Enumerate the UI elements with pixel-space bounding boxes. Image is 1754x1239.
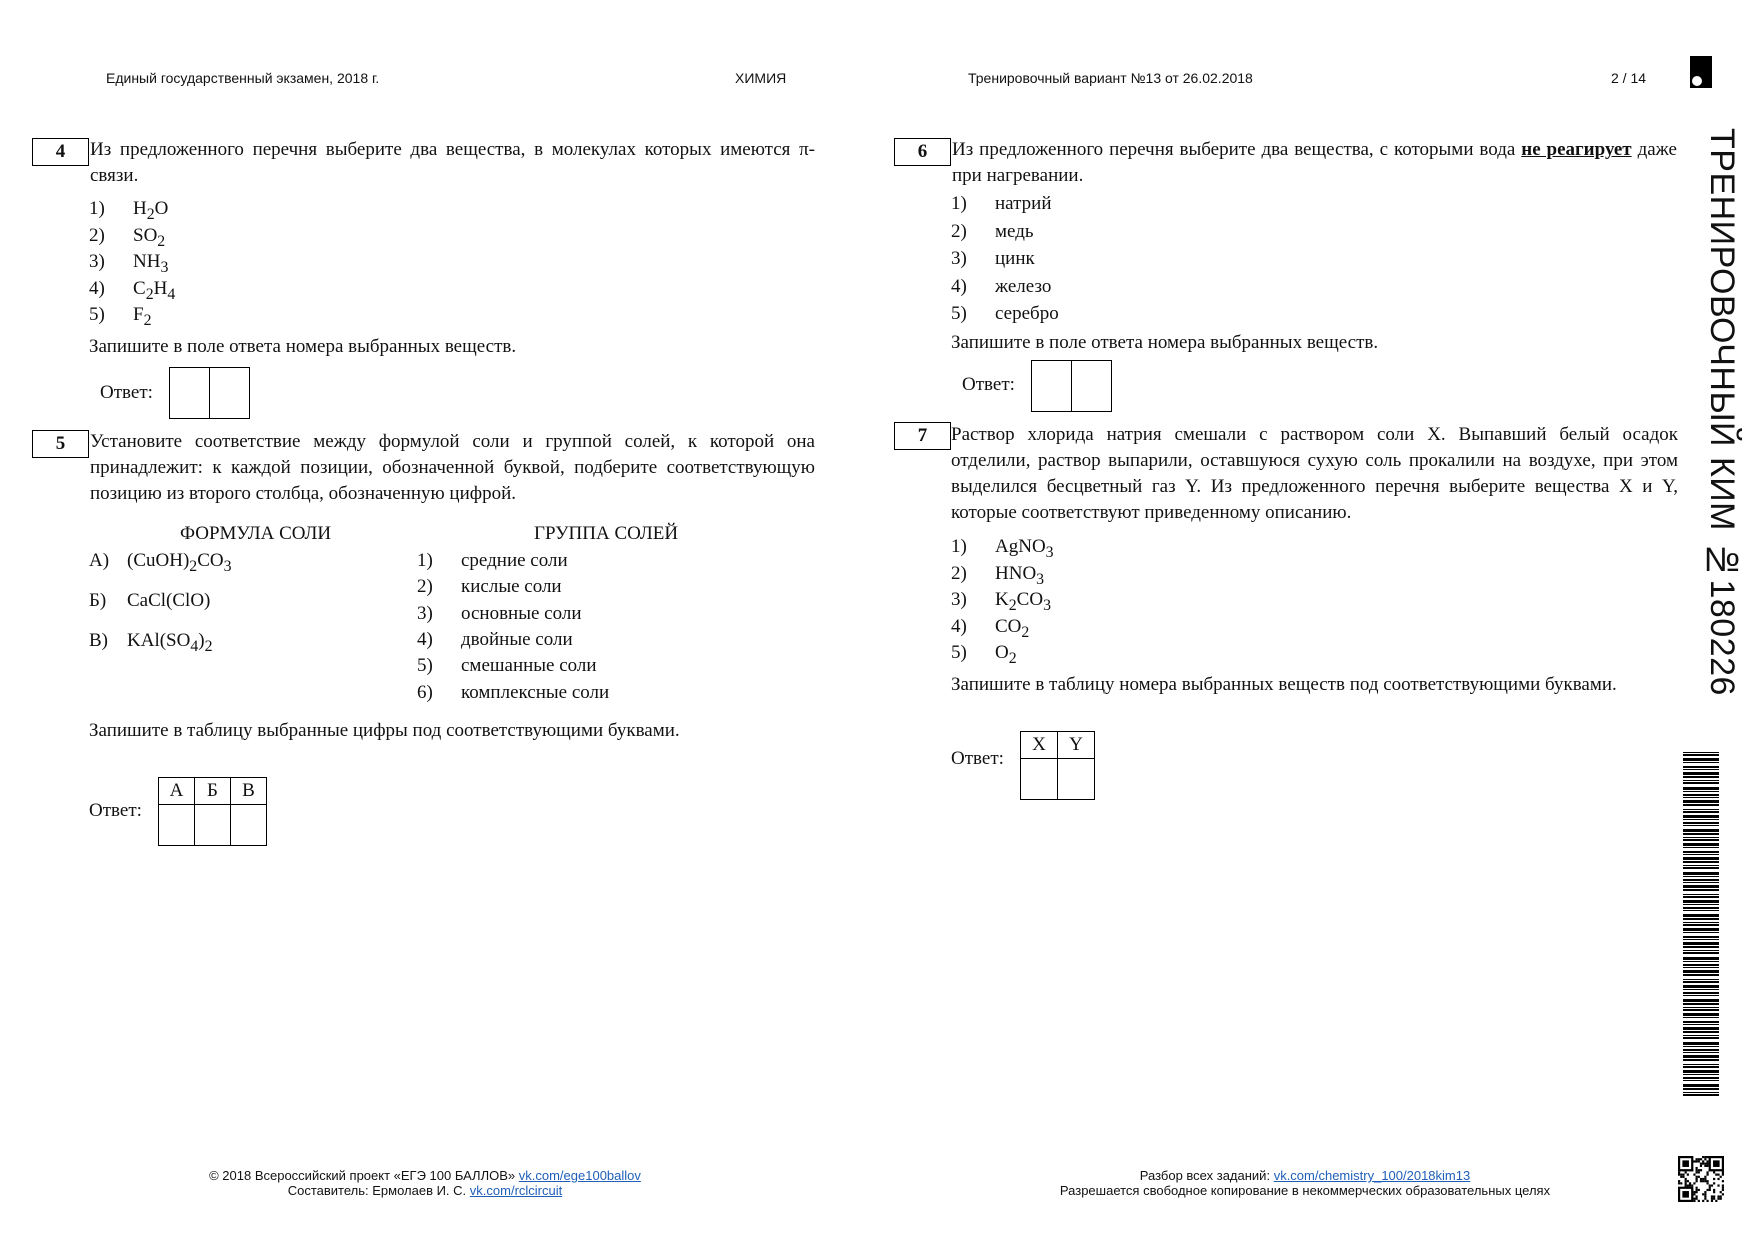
answer-label: Ответ: — [962, 374, 1015, 395]
group-item — [417, 574, 562, 600]
question-number-5: 5 — [32, 430, 89, 458]
formula-item — [89, 628, 213, 660]
option-value: двойные соли — [461, 628, 573, 650]
option-number: 1) — [951, 536, 967, 557]
option-value: медь — [995, 220, 1034, 242]
question-6-emphasis: не реагирует — [1521, 139, 1632, 160]
option-item — [951, 640, 1017, 672]
option-number: 4) — [417, 628, 433, 650]
option-value: $H_2O$ — [133, 198, 169, 223]
answer-cell[interactable] — [209, 367, 250, 419]
answer-label: Ответ: — [89, 800, 142, 821]
option-value: $SO_2$ — [133, 224, 166, 250]
option-value: средние соли — [461, 550, 568, 571]
footer-author-link[interactable]: vk.com/rclcircuit — [469, 1183, 563, 1198]
option-value: кислые соли — [461, 576, 562, 598]
option-number: 3) — [417, 602, 433, 624]
table-letter: X — [1021, 732, 1058, 759]
footer-license: Разрешается свободное копирование в некоммерческих образовательных целях — [1059, 1183, 1551, 1198]
question-4-text: Из предложенного перечня выберите два вещества, в молекулах которых имеются π-связи. — [90, 139, 815, 186]
option-number: 5) — [951, 642, 967, 663]
option-value: $C_2H_4$ — [133, 277, 176, 303]
footer-project-link[interactable]: vk.com/ege100ballov — [518, 1168, 641, 1183]
question-7-text: Раствор хлорида натрия смешали с раствором соли X. Выпавший белый осадок отделили, раствор выпарили, оставшуюся сухую соль прокалили на воздухе, при этом выделился бесцветный газ Y. Из предложенного перечня выберите вещества X и Y, которые соответствуют приведенному описанию. — [951, 424, 1678, 523]
question-6-text — [952, 137, 1677, 189]
question-6-text-after: даже при нагревании. — [952, 139, 1677, 186]
question-7-instruction: Запишите в таблицу номера выбранных веществ под соответствующими буквами. — [951, 674, 1617, 695]
option-value: $(CuOH)_2CO_3$ — [127, 550, 232, 575]
option-number: 1) — [951, 193, 967, 214]
answer-cell[interactable] — [1058, 759, 1095, 800]
option-value: комплексные соли — [461, 681, 610, 703]
question-5-text: Установите соответствие между формулой соли и группой солей, к которой она принадлежит: к каждой позиции, обозначенной буквой, подберите соответствующую позицию из второго столбца, обозначенную цифрой. — [90, 431, 815, 504]
answer-label: Ответ: — [100, 382, 153, 403]
table-letter: А — [159, 778, 195, 805]
group-item — [417, 653, 597, 679]
group-item — [417, 680, 609, 706]
option-number: 1) — [417, 550, 433, 571]
formula-item — [89, 588, 210, 614]
corner-mark-icon — [1690, 56, 1712, 88]
option-value: $O_2$ — [995, 642, 1017, 667]
option-number: 5) — [417, 655, 433, 677]
answer-cell[interactable] — [1071, 360, 1112, 412]
option-item — [951, 301, 1059, 327]
answer-cell[interactable] — [195, 805, 231, 846]
option-number: 2) — [951, 220, 967, 242]
answer-table-q7 — [1020, 731, 1095, 800]
option-value: AgNO$_3$ — [995, 536, 1054, 561]
group-item — [417, 548, 568, 574]
answer-cell[interactable] — [231, 805, 267, 846]
option-number: 4) — [89, 277, 105, 299]
option-number: 4) — [951, 275, 967, 297]
answer-table-q5 — [158, 777, 267, 846]
option-number: 3) — [951, 589, 967, 610]
option-number: Б) — [89, 590, 107, 611]
header-page-number: 2 / 14 — [1611, 70, 1647, 86]
option-number: В) — [89, 630, 108, 651]
option-value: цинк — [995, 248, 1035, 269]
answer-cell[interactable] — [159, 805, 195, 846]
answer-cell[interactable] — [1031, 360, 1072, 412]
option-number: 3) — [89, 251, 105, 272]
barcode-icon — [1683, 752, 1719, 1100]
header-exam-title: Единый государственный экзамен, 2018 г. — [106, 70, 380, 86]
option-number: 2) — [951, 562, 967, 584]
option-number: 5) — [951, 303, 967, 324]
option-item — [951, 274, 1051, 300]
header-variant: Тренировочный вариант №13 от 26.02.2018 — [968, 70, 1253, 86]
table-letter: В — [231, 778, 267, 805]
question-6-instruction: Запишите в поле ответа номера выбранных веществ. — [951, 332, 1379, 353]
footer-right — [1000, 1168, 1610, 1198]
side-title: ТРЕНИРОВОЧНЫЙ КИМ №180226 — [1703, 128, 1741, 696]
option-value: $KAl(SO_4)_2$ — [127, 630, 213, 655]
option-value: $CO_2$ — [995, 615, 1030, 641]
question-number-4: 4 — [32, 138, 89, 166]
footer-copyright: © 2018 Всероссийский проект «ЕГЭ 100 БАЛЛОВ» — [209, 1168, 516, 1183]
question-number-6: 6 — [894, 138, 951, 166]
option-value: натрий — [995, 193, 1052, 214]
question-5-instruction: Запишите в таблицу выбранные цифры под соответствующими буквами. — [89, 720, 680, 741]
group-item — [417, 601, 582, 627]
option-item — [951, 246, 1035, 272]
option-item — [951, 219, 1034, 245]
answer-label: Ответ: — [951, 748, 1004, 769]
footer-review-label: Разбор всех заданий: — [1139, 1168, 1271, 1183]
group-item — [417, 627, 573, 653]
footer-review-link[interactable]: vk.com/chemistry_100/2018kim13 — [1273, 1168, 1471, 1183]
option-number: 4) — [951, 615, 967, 637]
qr-code-icon — [1678, 1156, 1724, 1202]
answer-cell[interactable] — [1021, 759, 1058, 800]
footer-author: Составитель: Ермолаев И. С. — [287, 1183, 467, 1198]
option-value: смешанные соли — [461, 655, 597, 677]
option-number: А) — [89, 550, 110, 571]
option-number: 5) — [89, 304, 105, 325]
group-column-header: ГРУППА СОЛЕЙ — [534, 523, 679, 544]
question-4-instruction: Запишите в поле ответа номера выбранных веществ. — [89, 336, 517, 357]
formula-item — [89, 548, 232, 580]
table-letter: Б — [195, 778, 231, 805]
option-number: 2) — [89, 224, 105, 246]
option-value: $K_2CO_3$ — [995, 589, 1051, 614]
option-value: $NH_3$ — [133, 251, 169, 276]
option-value: основные соли — [461, 602, 582, 624]
option-value: железо — [995, 275, 1052, 297]
question-number-7: 7 — [894, 422, 951, 450]
option-number: 3) — [951, 248, 967, 269]
option-value: CaCl(ClO) — [127, 590, 211, 611]
option-number: 1) — [89, 198, 105, 219]
option-value: $HNO_3$ — [995, 562, 1045, 588]
option-number: 6) — [417, 681, 433, 703]
option-item — [951, 191, 1051, 217]
option-item — [89, 302, 152, 334]
formula-column-header: ФОРМУЛА СОЛИ — [180, 523, 332, 544]
footer-left — [150, 1168, 700, 1198]
option-value: серебро — [995, 303, 1059, 324]
answer-cell[interactable] — [169, 367, 210, 419]
question-6-text-before: Из предложенного перечня выберите два вещества, с которыми вода — [952, 139, 1516, 160]
option-number: 2) — [417, 576, 433, 598]
header-subject: ХИМИЯ — [735, 70, 787, 86]
table-letter: Y — [1058, 732, 1095, 759]
option-value: $F_2$ — [133, 304, 152, 329]
